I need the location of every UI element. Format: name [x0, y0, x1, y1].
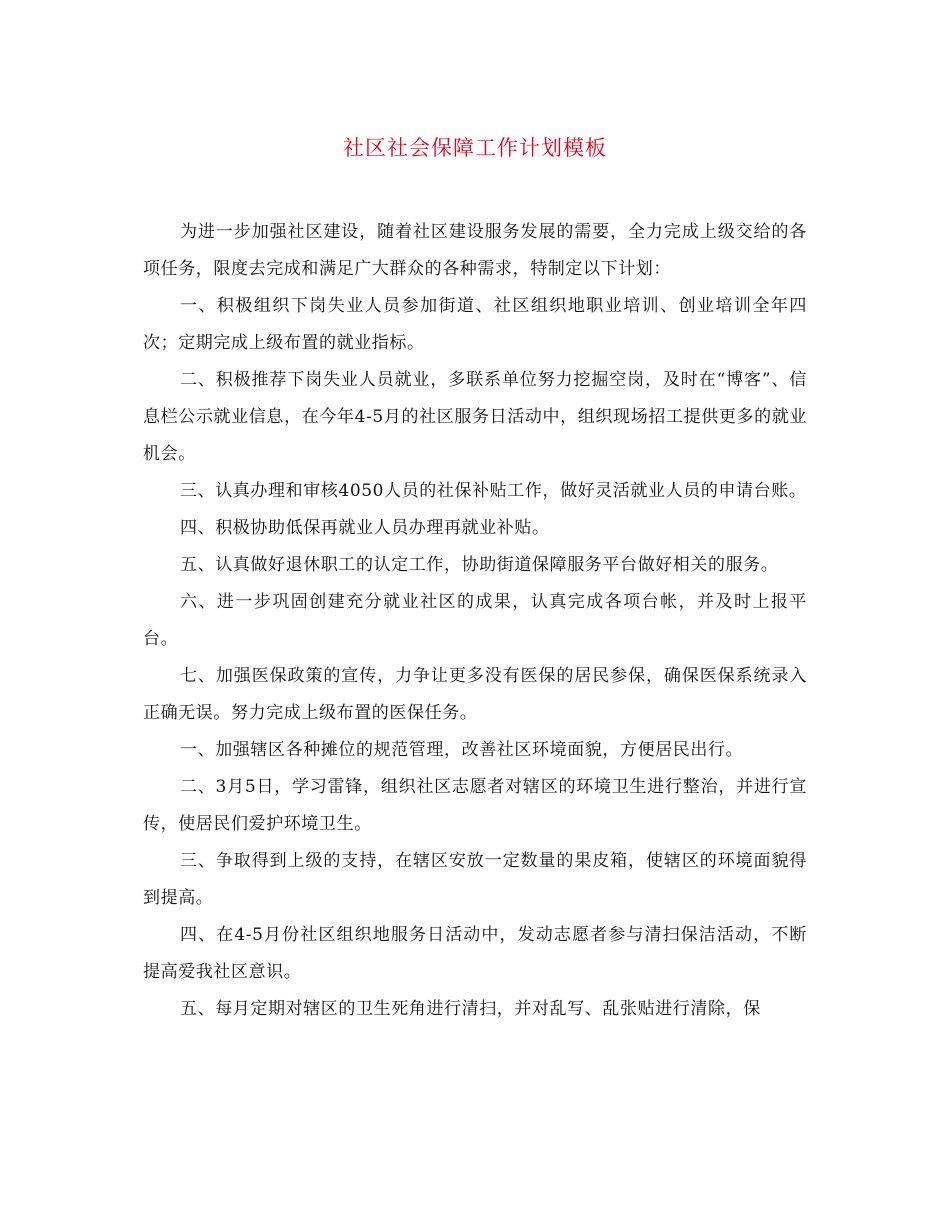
- document-paragraph: 三、争取得到上级的支持，在辖区安放一定数量的果皮箱，使辖区的环境面貌得到提高。: [143, 851, 807, 908]
- document-paragraph: 二、3月5日，学习雷锋，组织社区志愿者对辖区的环境卫生进行整治，并进行宣传，使居民们爱护环境卫生。: [143, 777, 807, 834]
- document-paragraph: 六、进一步巩固创建充分就业社区的成果，认真完成各项台帐，并及时上报平台。: [143, 592, 807, 649]
- document-paragraph: 二、积极推荐下岗失业人员就业，多联系单位努力挖掘空岗，及时在“博客”、信息栏公示就业信息，在今年4-5月的社区服务日活动中，组织现场招工提供更多的就业机会。: [143, 370, 807, 464]
- document-paragraph: 一、加强辖区各种摊位的规范管理，改善社区环境面貌，方便居民出行。: [180, 740, 744, 760]
- document-paragraph: 四、积极协助低保再就业人员办理再就业补贴。: [180, 518, 550, 538]
- document-body: [143, 214, 807, 1028]
- document-paragraph: 一、积极组织下岗失业人员参加街道、社区组织地职业培训、创业培训全年四次；定期完成上级布置的就业指标。: [143, 296, 807, 353]
- document-title: 社区社会保障工作计划模板: [343, 136, 607, 160]
- document-paragraph: 五、每月定期对辖区的卫生死角进行清扫，并对乱写、乱张贴进行清除，保: [180, 999, 761, 1019]
- document-paragraph: 为进一步加强社区建设，随着社区建设服务发展的需要，全力完成上级交给的各项任务，限度去完成和满足广大群众的各种需求，特制定以下计划：: [143, 222, 807, 279]
- document-paragraph: 四、在4-5月份社区组织地服务日活动中，发动志愿者参与清扫保洁活动，不断提高爱我社区意识。: [143, 925, 807, 982]
- document-paragraph: 七、加强医保政策的宣传，力争让更多没有医保的居民参保，确保医保系统录入正确无误。努力完成上级布置的医保任务。: [143, 666, 807, 723]
- document-paragraph: 五、认真做好退休职工的认定工作，协助街道保障服务平台做好相关的服务。: [180, 555, 779, 575]
- document-paragraph: 三、认真办理和审核4050人员的社保补贴工作，做好灵活就业人员的申请台账。: [180, 481, 807, 501]
